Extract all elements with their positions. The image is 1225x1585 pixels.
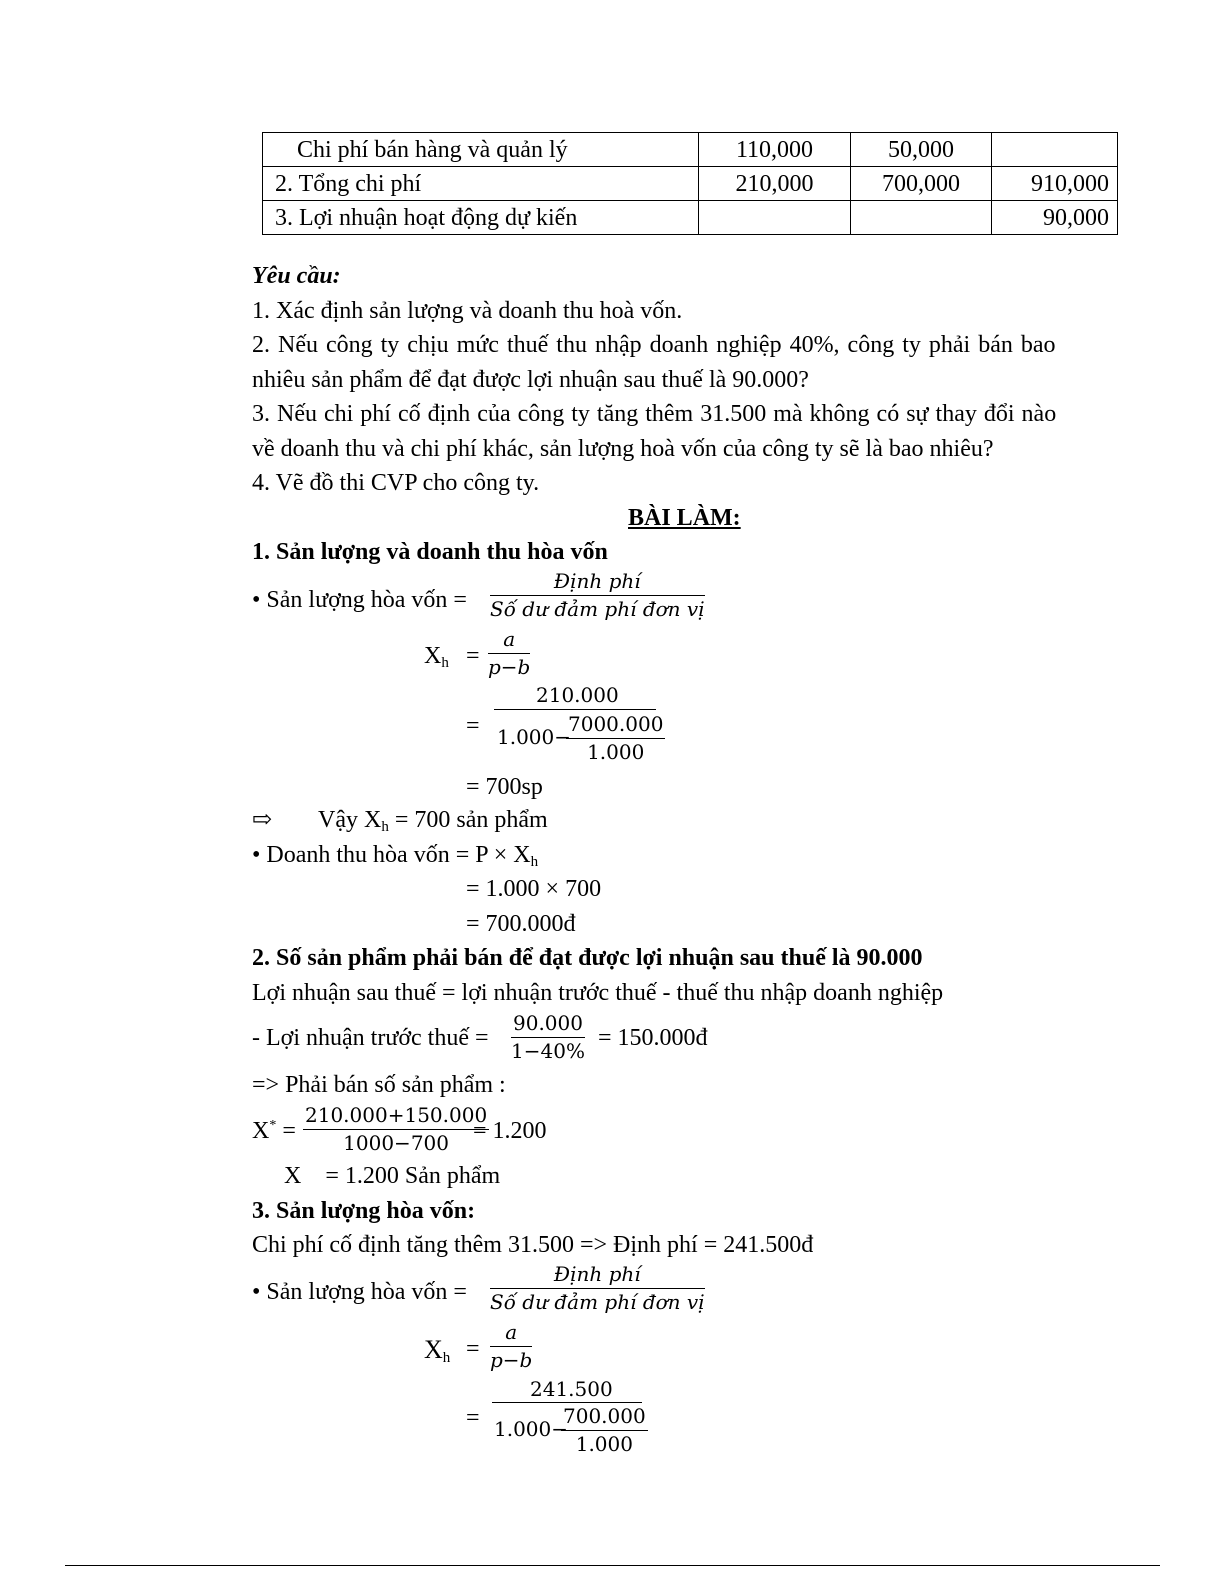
solution-title: BÀI LÀM: xyxy=(628,505,741,531)
fraction-numerator: 90.000 xyxy=(511,1012,585,1038)
table-cell xyxy=(851,201,992,235)
table-cell xyxy=(263,133,699,167)
conclusion-text-a: Vậy X xyxy=(318,807,382,833)
fraction-denominator: p−b xyxy=(490,1348,533,1372)
breakeven-label: • Sản lượng hòa vốn = xyxy=(252,587,467,613)
row-label: Chi phí bán hàng và quản lý xyxy=(297,136,568,163)
conclusion-text-b: = 700 sản phẩm xyxy=(388,807,548,833)
formula-fraction xyxy=(490,1263,705,1314)
equals-sign: = xyxy=(466,1405,480,1431)
units-fraction xyxy=(303,1104,489,1155)
result-700sp: = 700sp xyxy=(466,774,543,800)
table-cell xyxy=(263,167,699,201)
table-cell xyxy=(263,201,699,235)
requirement-4: 4. Vẽ đồ thi CVP cho công ty. xyxy=(252,470,540,496)
requirement-3a: 3. Nếu chi phí cố định của công ty tăng thêm 31.500 mà không có sự thay đổi nào xyxy=(252,401,1057,427)
x-letter: X xyxy=(252,1118,270,1144)
formula-fraction xyxy=(490,570,705,621)
fraction-denominator: 1.000 xyxy=(575,1432,633,1456)
fraction-numerator: a xyxy=(490,1321,532,1347)
fraction-denominator: Số dư đảm phí đơn vị xyxy=(490,597,705,621)
requirement-2b: nhiêu sản phẩm để đạt được lợi nhuận sau thuế là 90.000? xyxy=(252,367,809,393)
inner-fraction xyxy=(566,713,665,764)
table-row xyxy=(263,133,1118,167)
page-bottom-divider xyxy=(65,1565,1160,1566)
table-row xyxy=(263,201,1118,235)
denominator-1000-minus: 1.000− xyxy=(497,725,572,749)
table-cell: 50,000 xyxy=(851,133,992,167)
fraction-numerator: Định phí xyxy=(490,1263,705,1289)
final-units: X = 1.200 Sản phẩm xyxy=(284,1163,501,1189)
requirement-2a: 2. Nếu công ty chịu mức thuế thu nhập doanh nghiệp 40%, công ty phải bán bao xyxy=(252,332,1056,358)
breakeven-label: • Sản lượng hòa vốn = xyxy=(252,1279,467,1305)
fraction-denominator: 1000−700 xyxy=(343,1131,449,1155)
units-result: = 1.200 xyxy=(473,1118,547,1144)
numerator-210000: 210.000 xyxy=(536,683,619,707)
requirements-title: Yêu cầu: xyxy=(252,263,341,289)
fixed-cost-increase: Chi phí cố định tăng thêm 31.500 => Định phí = 241.500đ xyxy=(252,1232,814,1258)
fraction-numerator: 210.000+150.000 xyxy=(303,1104,489,1130)
section-2-heading: 2. Số sản phẩm phải bán để đạt được lợi nhuận sau thuế là 90.000 xyxy=(252,945,923,971)
denominator-1000-minus: 1.000− xyxy=(494,1417,569,1441)
table-row xyxy=(263,167,1118,201)
row-label: 3. Lợi nhuận hoạt động dự kiến xyxy=(275,204,578,231)
table-cell xyxy=(699,201,851,235)
subscript-h: h xyxy=(442,1350,451,1366)
superscript-star: * xyxy=(269,1118,277,1133)
fraction-numerator: 700.000 xyxy=(561,1405,648,1431)
table-cell: 700,000 xyxy=(851,167,992,201)
x-letter: X xyxy=(424,643,442,669)
subscript-h: h xyxy=(441,655,449,671)
units-to-sell-label: => Phải bán số sản phẩm : xyxy=(252,1072,506,1098)
requirement-1: 1. Xác định sản lượng và doanh thu hoà vốn. xyxy=(252,298,683,324)
xh-symbol xyxy=(424,644,449,671)
fraction-numerator: Định phí xyxy=(490,570,705,596)
equals-sign: = xyxy=(466,643,480,669)
pretax-profit-label: - Lợi nhuận trước thuế = xyxy=(252,1025,489,1051)
formula-fraction xyxy=(490,1321,532,1372)
equals-sign: = xyxy=(466,713,480,739)
arrow-icon: ⇨ xyxy=(252,807,273,833)
revenue-text: • Doanh thu hòa vốn = P × X xyxy=(252,842,531,868)
fraction-denominator: Số dư đảm phí đơn vị xyxy=(490,1290,705,1314)
pretax-fraction xyxy=(511,1012,585,1063)
table-cell: 910,000 xyxy=(992,167,1118,201)
pretax-profit-result: = 150.000đ xyxy=(598,1025,708,1051)
row-label: 2. Tổng chi phí xyxy=(275,170,422,197)
revenue-breakeven xyxy=(252,843,538,870)
revenue-step-2: = 1.000 × 700 xyxy=(466,876,602,902)
cost-table xyxy=(262,132,1118,235)
x-letter: X xyxy=(424,1335,443,1364)
after-tax-profit-definition: Lợi nhuận sau thuế = lợi nhuận trước thuế - thuế thu nhập doanh nghiệp xyxy=(252,980,944,1006)
fraction-numerator: a xyxy=(488,628,530,654)
subscript-h: h xyxy=(530,854,539,870)
subscript-h: h xyxy=(381,819,389,835)
fraction-denominator: 1−40% xyxy=(511,1039,585,1063)
section-3-heading: 3. Sản lượng hòa vốn: xyxy=(252,1198,476,1224)
table-cell: 110,000 xyxy=(699,133,851,167)
xstar-symbol xyxy=(252,1119,296,1143)
formula-fraction xyxy=(488,628,530,679)
table-cell xyxy=(992,133,1118,167)
equals-sign: = xyxy=(466,1336,480,1362)
fraction-denominator: 1.000 xyxy=(587,740,645,764)
fraction-numerator: 7000.000 xyxy=(566,713,665,739)
fraction-denominator: p−b xyxy=(488,655,531,679)
numerator-241500: 241.500 xyxy=(530,1377,613,1401)
equals-sign: = xyxy=(282,1118,296,1144)
conclusion-xh xyxy=(318,808,548,835)
table-cell: 210,000 xyxy=(699,167,851,201)
inner-fraction xyxy=(561,1405,648,1456)
section-1-heading: 1. Sản lượng và doanh thu hòa vốn xyxy=(252,539,608,565)
requirement-3b: về doanh thu và chi phí khác, sản lượng hoà vốn của công ty sẽ là bao nhiêu? xyxy=(252,436,994,462)
xh-symbol xyxy=(424,1337,450,1366)
fraction-bar xyxy=(492,1402,642,1403)
table-cell: 90,000 xyxy=(992,201,1118,235)
fraction-bar xyxy=(494,709,656,710)
revenue-step-3: = 700.000đ xyxy=(466,911,576,937)
